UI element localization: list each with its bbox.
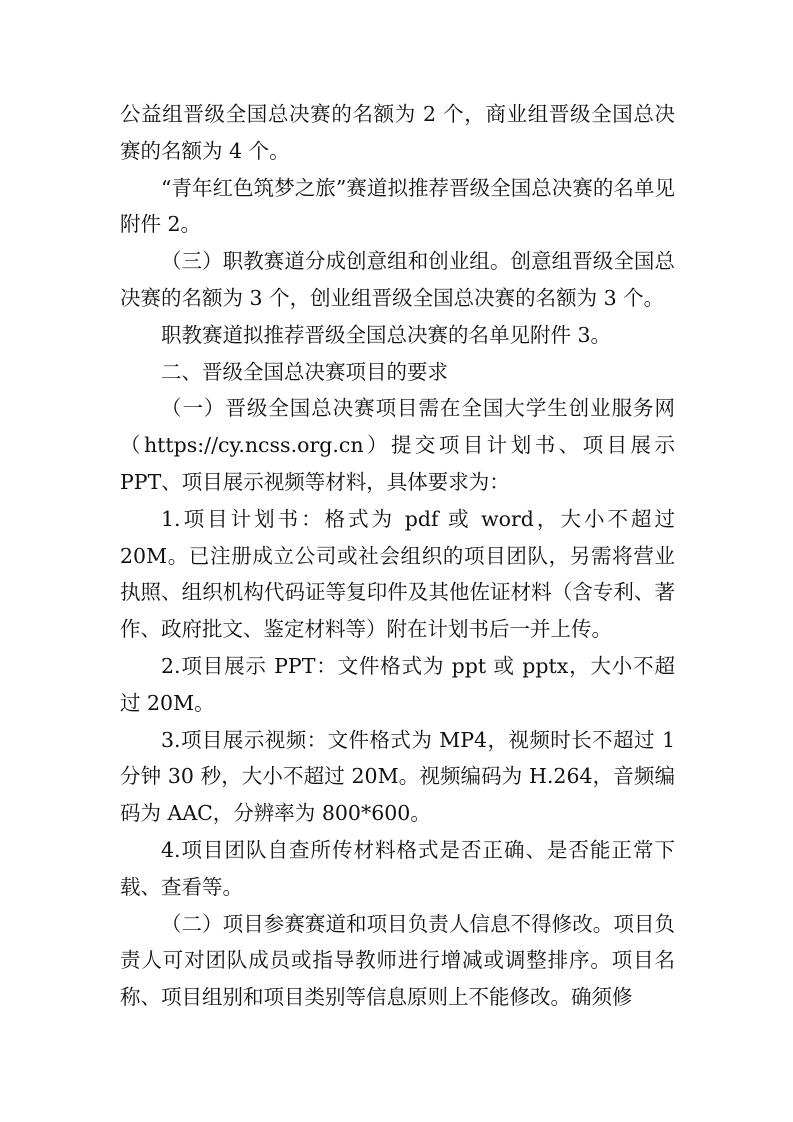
requirement-business-plan: 1.项目计划书：格式为 pdf 或 word，大小不超过 20M。已注册成立公司或社会组织的项目团队，另需将营业执照、组织机构代码证等复印件及其他佐证材料（含专利、著作、政府批文、鉴定材料等）附在计划书后一并上传。	[120, 506, 675, 642]
document-body	[120, 96, 675, 1016]
section-heading-requirements: 二、晋级全国总决赛项目的要求	[161, 359, 448, 384]
paragraph-submission-materials: （一）晋级全国总决赛项目需在全国大学生创业服务网（https://cy.ncss.org.cn）提交项目计划书、项目展示 PPT、项目展示视频等材料，具体要求为：	[120, 396, 675, 494]
paragraph-vocational-list: 职教赛道拟推荐晋级全国总决赛的名单见附件 3。	[161, 322, 612, 347]
requirement-self-check: 4.项目团队自查所传材料格式是否正确、是否能正常下载、查看等。	[120, 837, 675, 899]
paragraph-modification-rules: （二）项目参赛赛道和项目负责人信息不得修改。项目负责人可对团队成员或指导教师进行增减或调整排序。项目名称、项目组别和项目类别等信息原则上不能修改。确须修	[120, 911, 675, 1010]
requirement-ppt: 2.项目展示 PPT：文件格式为 ppt 或 pptx，大小不超过 20M。	[120, 653, 675, 715]
requirement-video: 3.项目展示视频：文件格式为 MP4，视频时长不超过 1 分钟 30 秒，大小不超过 20M。视频编码为 H.264，音频编码为 AAC，分辨率为 800*600。	[120, 727, 675, 826]
paragraph-commercial-quota: 公益组晋级全国总决赛的名额为 2 个，商业组晋级全国总决赛的名额为 4 个。	[120, 102, 675, 163]
paragraph-red-track-list: “青年红色筑梦之旅”赛道拟推荐晋级全国总决赛的名单见附件 2。	[120, 175, 675, 237]
paragraph-vocational-track: （三）职教赛道分成创意组和创业组。创意组晋级全国总决赛的名额为 3 个，创业组晋级全国总决赛的名额为 3 个。	[120, 249, 675, 310]
